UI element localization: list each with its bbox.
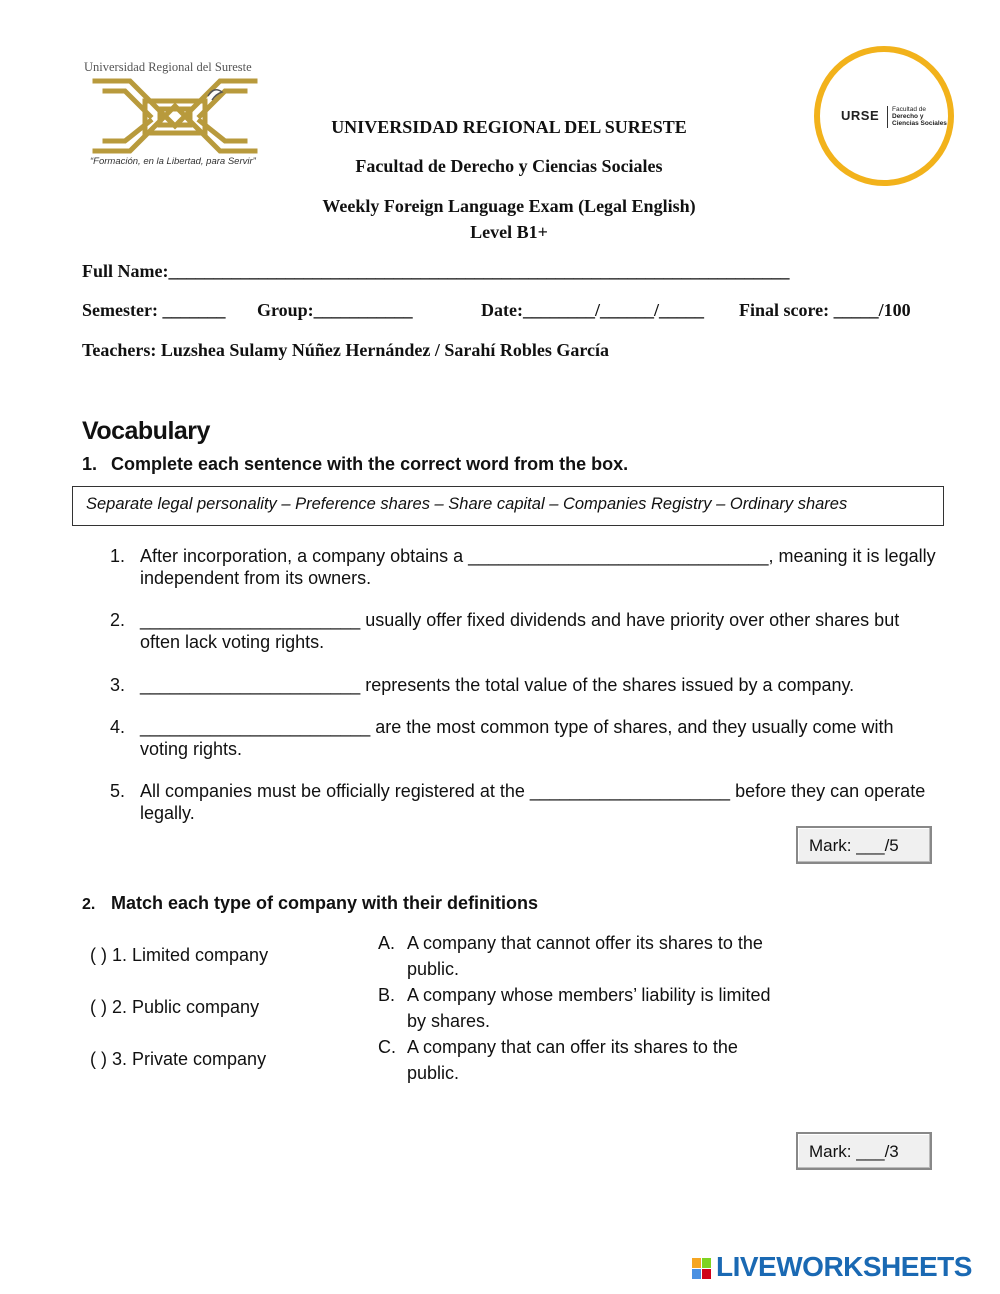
q1-item-3[interactable] <box>110 674 940 698</box>
logo-faculty-line-1: Facultad de <box>892 106 926 113</box>
match-item-2[interactable]: ( ) 2. Public company <box>90 997 260 1017</box>
date-field[interactable]: Date:________/______/_____ <box>481 300 704 320</box>
faculty-title: Facultad de Derecho y Ciencias Sociales <box>355 156 663 176</box>
definition-c <box>378 1034 778 1086</box>
logo-faculty-line-2: Derecho y <box>892 113 924 120</box>
definition-b <box>378 982 778 1034</box>
definition-letter: C. <box>378 1037 396 1057</box>
group-field[interactable]: Group:___________ <box>257 300 413 320</box>
q1-item-text: ______________________ represents the total value of the shares issued by a company. <box>140 675 855 695</box>
liveworksheets-logo[interactable] <box>692 1251 992 1284</box>
teachers-line: Teachers: Luzshea Sulamy Núñez Hernández / Sarahí Robles García <box>82 340 610 360</box>
definition-text: A company that can offer its shares to the public. <box>407 1037 738 1083</box>
q1-item-4[interactable] <box>110 716 940 762</box>
logo-emblem-icon <box>90 76 260 156</box>
q1-item-1[interactable] <box>110 545 940 591</box>
match-item-3[interactable]: ( ) 3. Private company <box>90 1049 267 1069</box>
q1-number: 1. <box>82 454 98 474</box>
q1-item-2[interactable] <box>110 609 940 655</box>
final-score-field[interactable]: Final score: _____/100 <box>739 300 911 320</box>
q1-item-number: 2. <box>110 610 126 630</box>
definition-a <box>378 930 778 982</box>
q2-title <box>82 893 538 914</box>
definition-text: A company that cannot offer its shares to the public. <box>407 933 763 979</box>
full-name-field[interactable]: Full Name:_____________________________________________________________________ <box>82 261 790 281</box>
q1-item-number: 3. <box>110 675 126 695</box>
q2-mark-box: Mark: ___/3 <box>796 1132 932 1170</box>
q1-item-number: 1. <box>110 546 126 566</box>
q1-item-text: All companies must be officially registered at the ____________________ before they can operate legally. <box>140 781 926 823</box>
q1-item-number: 4. <box>110 717 126 737</box>
q1-item-text: After incorporation, a company obtains a ______________________________, meaning it is legally independent from its owners. <box>140 546 936 588</box>
liveworksheets-wordmark: LIVEWORKSHEETS <box>716 1251 972 1282</box>
university-title: UNIVERSIDAD REGIONAL DEL SURESTE <box>331 117 687 137</box>
semester-field[interactable]: Semester: _______ <box>82 300 226 320</box>
q1-title-text: Complete each sentence with the correct word from the box. <box>111 454 629 474</box>
q1-item-text: ______________________ usually offer fixed dividends and have priority over other shares but often lack voting rights. <box>140 610 900 652</box>
logo-university-name: Universidad Regional del Sureste <box>84 60 252 74</box>
logo-motto: “Formación, en la Libertad, para Servir” <box>90 156 256 167</box>
level-title: Level B1+ <box>470 222 548 242</box>
section-title: Vocabulary <box>82 417 210 445</box>
word-box: Separate legal personality – Preference shares – Share capital – Companies Registry – Ordinary shares <box>72 486 944 526</box>
logo-faculty-line-3: Ciencias Sociales <box>892 120 947 127</box>
liveworksheets-blocks-icon <box>692 1258 712 1280</box>
q2-number: 2. <box>82 896 96 913</box>
match-item-1[interactable]: ( ) 1. Limited company <box>90 945 269 965</box>
definition-letter: A. <box>378 933 396 953</box>
q1-item-number: 5. <box>110 781 126 801</box>
definition-text: A company whose members’ liability is limited by shares. <box>407 985 771 1031</box>
definition-letter: B. <box>378 985 396 1005</box>
q1-mark-box: Mark: ___/5 <box>796 826 932 864</box>
logo-acronym: URSE <box>841 108 880 123</box>
q1-item-text: _______________________ are the most common type of shares, and they usually come with voting rights. <box>140 717 894 759</box>
q1-title <box>82 454 628 475</box>
q2-title-text: Match each type of company with their definitions <box>111 893 539 913</box>
exam-title: Weekly Foreign Language Exam (Legal English) <box>322 196 696 216</box>
q1-item-5[interactable] <box>110 780 940 826</box>
